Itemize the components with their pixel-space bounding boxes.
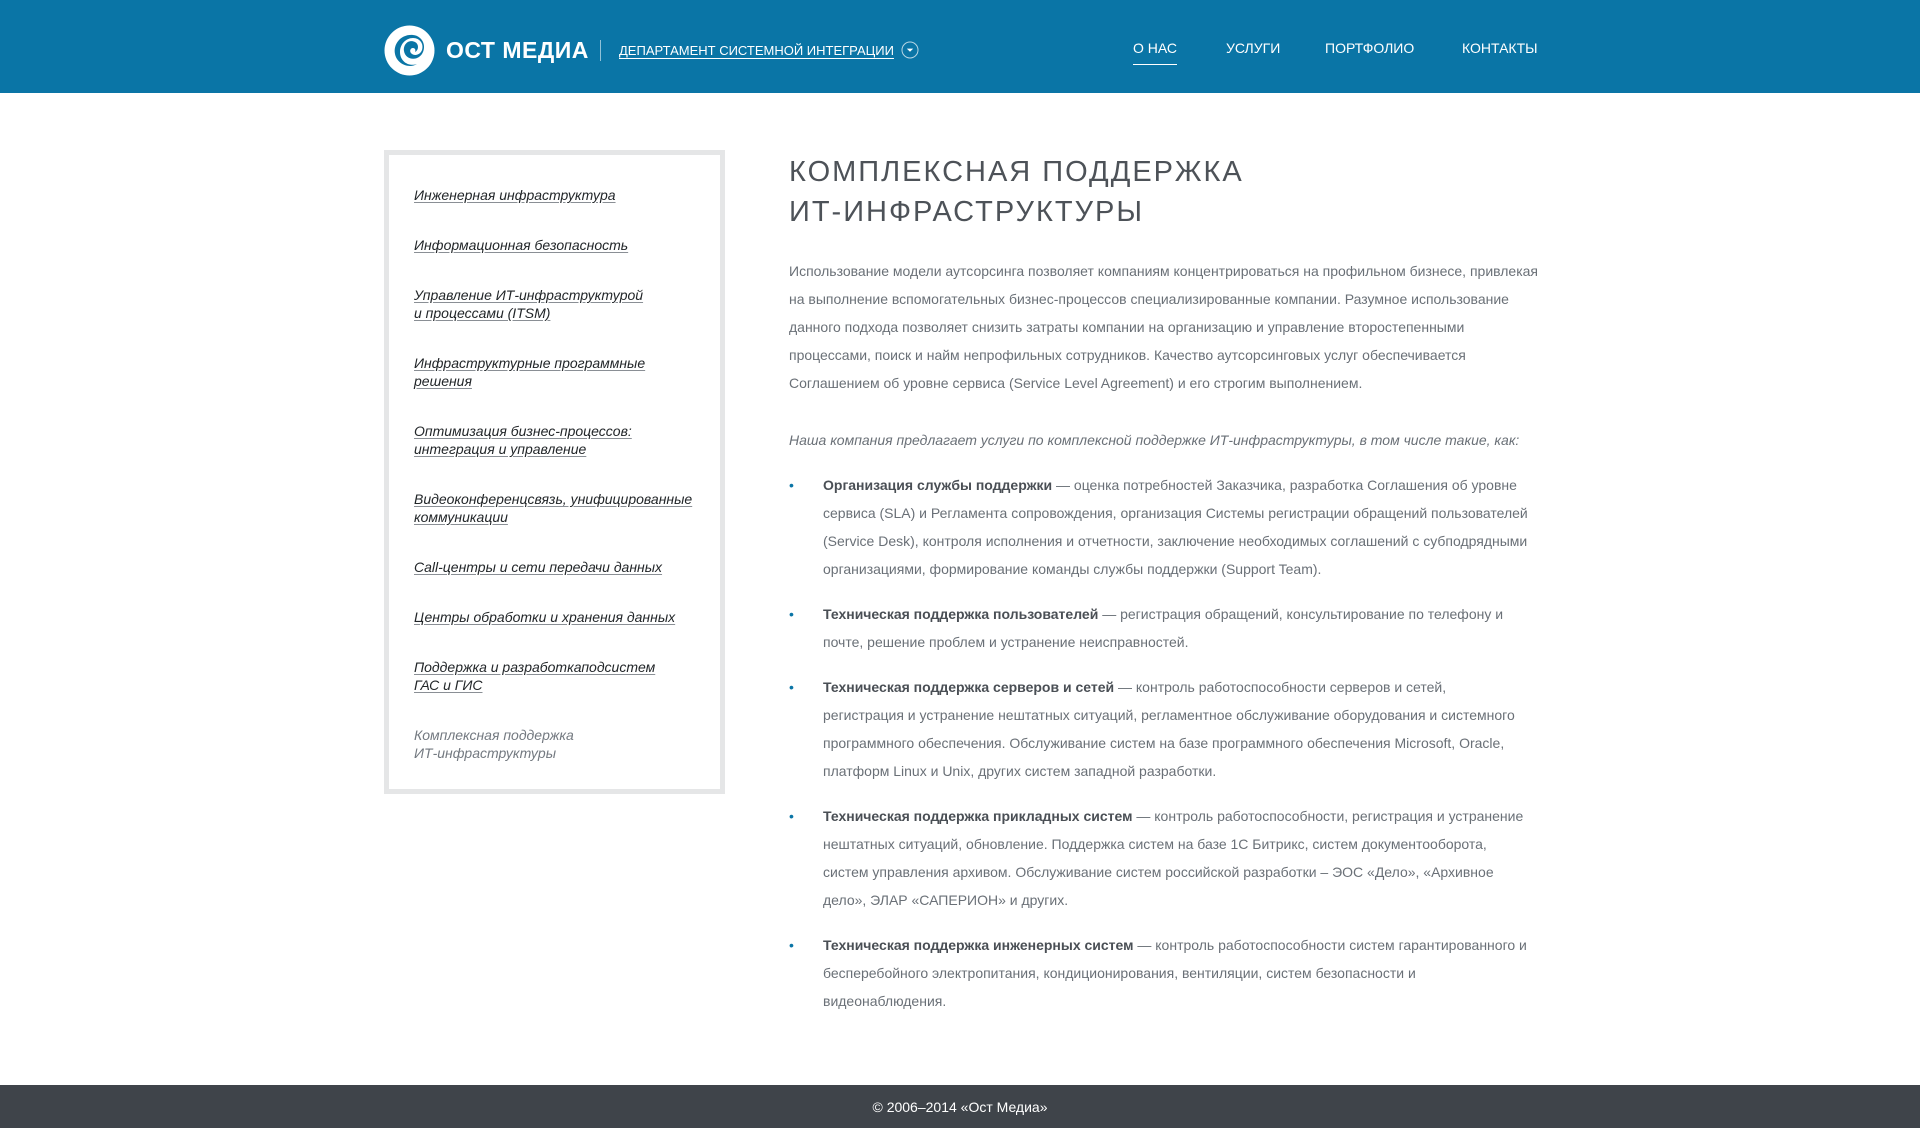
list-item	[789, 673, 1529, 785]
list-item	[789, 931, 1529, 1015]
bullet-icon: •	[789, 937, 794, 953]
nav-item-contacts[interactable]: КОНТАКТЫ	[1462, 40, 1538, 56]
services-lead: Наша компания предлагает услуги по комплексной поддержке ИТ-инфраструктуры, в том числе такие, как:	[789, 432, 1520, 448]
sidebar-item-software[interactable]	[414, 354, 714, 390]
copyright: © 2006–2014 «Ост Медиа»	[872, 1099, 1048, 1115]
list-item	[789, 600, 1529, 656]
sidebar-item-label: Видеоконференцсвязь, унифицированные коммуникации	[414, 491, 693, 525]
service-title: Техническая поддержка пользователей	[823, 606, 1099, 622]
bullet-icon: •	[789, 477, 794, 493]
service-text: — контроль работоспособности серверов и сетей, регистрация и устранение нештатных ситуаций, регламентное обслуживание оборудования и системного программного обеспечения. Обслуживание систем на базе программного обеспечения Microsoft, Oracle, платформ Linux и Unix, других систем западной разработки.	[823, 679, 1515, 779]
nav-item-services[interactable]: УСЛУГИ	[1226, 40, 1281, 56]
sidebar-item-call-centers[interactable]	[414, 558, 714, 576]
page-title-line-1: КОМПЛЕКСНАЯ ПОДДЕРЖКА	[789, 156, 1244, 188]
service-text: — контроль работоспособности, регистрация и устранение нештатных ситуаций, обновление. Поддержка систем на базе 1С Битрикс, систем документооборота, систем управления архивом. Обслуживание систем российской разработки – ЭОС «Дело», «Архивное дело», ЭЛАР «САПЕРИОН» и других.	[823, 808, 1524, 908]
logo-text: ОСТ МЕДИА	[446, 36, 589, 63]
nav-item-portfolio[interactable]: ПОРТФОЛИО	[1325, 40, 1415, 56]
sidebar-item-label: Центры обработки и хранения данных	[414, 609, 676, 625]
page-title-line-2: ИТ-ИНФРАСТРУКТУРЫ	[789, 196, 1145, 228]
sidebar-item-data-centers[interactable]	[414, 608, 714, 626]
intro-paragraph: Использование модели аутсорсинга позволяет компаниям концентрироваться на профильном бизнесе, привлекая на выполнение вспомогательных бизнес-процессов специализированные компании. Разумное использование данного подхода позволяет снизить затраты компании на организацию и управление второстепенными процессами, поиск и найм непрофильных сотрудников. Качество аутсорсинговых услуг обеспечивается Соглашением об уровне сервиса (Service Level Agreement) и его строгим выполнением.	[789, 263, 1539, 391]
list-item	[789, 471, 1529, 583]
logo-mark-icon	[384, 25, 435, 76]
site-footer	[0, 1085, 1920, 1128]
service-title: Техническая поддержка серверов и сетей	[823, 679, 1115, 695]
site-header	[0, 0, 1920, 93]
service-title: Организация службы поддержки	[823, 477, 1053, 493]
sidebar-item-label: Оптимизация бизнес-процессов: интеграция и управление	[414, 423, 632, 457]
chevron-down-circle-icon[interactable]	[901, 41, 919, 59]
department-label[interactable]: ДЕПАРТАМЕНТ СИСТЕМНОЙ ИНТЕГРАЦИИ	[619, 42, 894, 58]
services-list	[789, 471, 1529, 1032]
sidebar-item-gas-gis[interactable]	[414, 658, 714, 694]
sidebar-item-label: Инженерная инфраструктура	[414, 187, 616, 203]
list-item	[789, 802, 1529, 914]
sidebar-item-label: Поддержка и разработкаподсистем ГАС и ГИС	[414, 659, 656, 693]
sidebar-item-optimization[interactable]	[414, 422, 714, 458]
service-title: Техническая поддержка инженерных систем	[823, 937, 1134, 953]
services-sidebar	[384, 150, 725, 794]
service-text: — регистрация обращений, консультирование по телефону и почте, решение проблем и устранение неисправностей.	[823, 606, 1504, 650]
bullet-icon: •	[789, 679, 794, 695]
service-text: — контроль работоспособности систем гарантированного и бесперебойного электропитания, кондиционирования, вентиляции, систем безопасности и видеонаблюдения.	[823, 937, 1527, 1009]
nav-item-about[interactable]: О НАС	[1133, 40, 1178, 56]
bullet-icon: •	[789, 808, 794, 824]
sidebar-item-label: Комплексная поддержка ИТ-инфраструктуры	[414, 727, 574, 761]
sidebar-item-label: Инфраструктурные программные решения	[414, 355, 646, 389]
sidebar-item-engineering[interactable]	[414, 186, 714, 204]
header-divider	[600, 40, 601, 61]
department-selector[interactable]	[619, 40, 919, 60]
sidebar-item-it-support-current	[414, 726, 714, 762]
sidebar-item-itsm[interactable]	[414, 286, 714, 322]
logo[interactable]	[384, 24, 589, 76]
service-text: — оценка потребностей Заказчика, разработка Соглашения об уровне сервиса (SLA) и Регламента сопровождения, организация Системы регистрации обращений пользователей (Service Desk), контроля исполнения и отчетности, заключение необходимых соглашений с субподрядными организациями, формирование команды службы поддержки (Support Team).	[823, 477, 1528, 577]
sidebar-item-label: Call-центры и сети передачи данных	[414, 559, 663, 575]
sidebar-item-label: Управление ИТ-инфраструктурой и процессами (ITSM)	[414, 287, 644, 321]
page-title	[789, 152, 1244, 232]
bullet-icon: •	[789, 606, 794, 622]
service-title: Техническая поддержка прикладных систем	[823, 808, 1133, 824]
sidebar-item-label: Информационная безопасность	[414, 237, 629, 253]
sidebar-item-videoconference[interactable]	[414, 490, 714, 526]
sidebar-item-security[interactable]	[414, 236, 714, 254]
